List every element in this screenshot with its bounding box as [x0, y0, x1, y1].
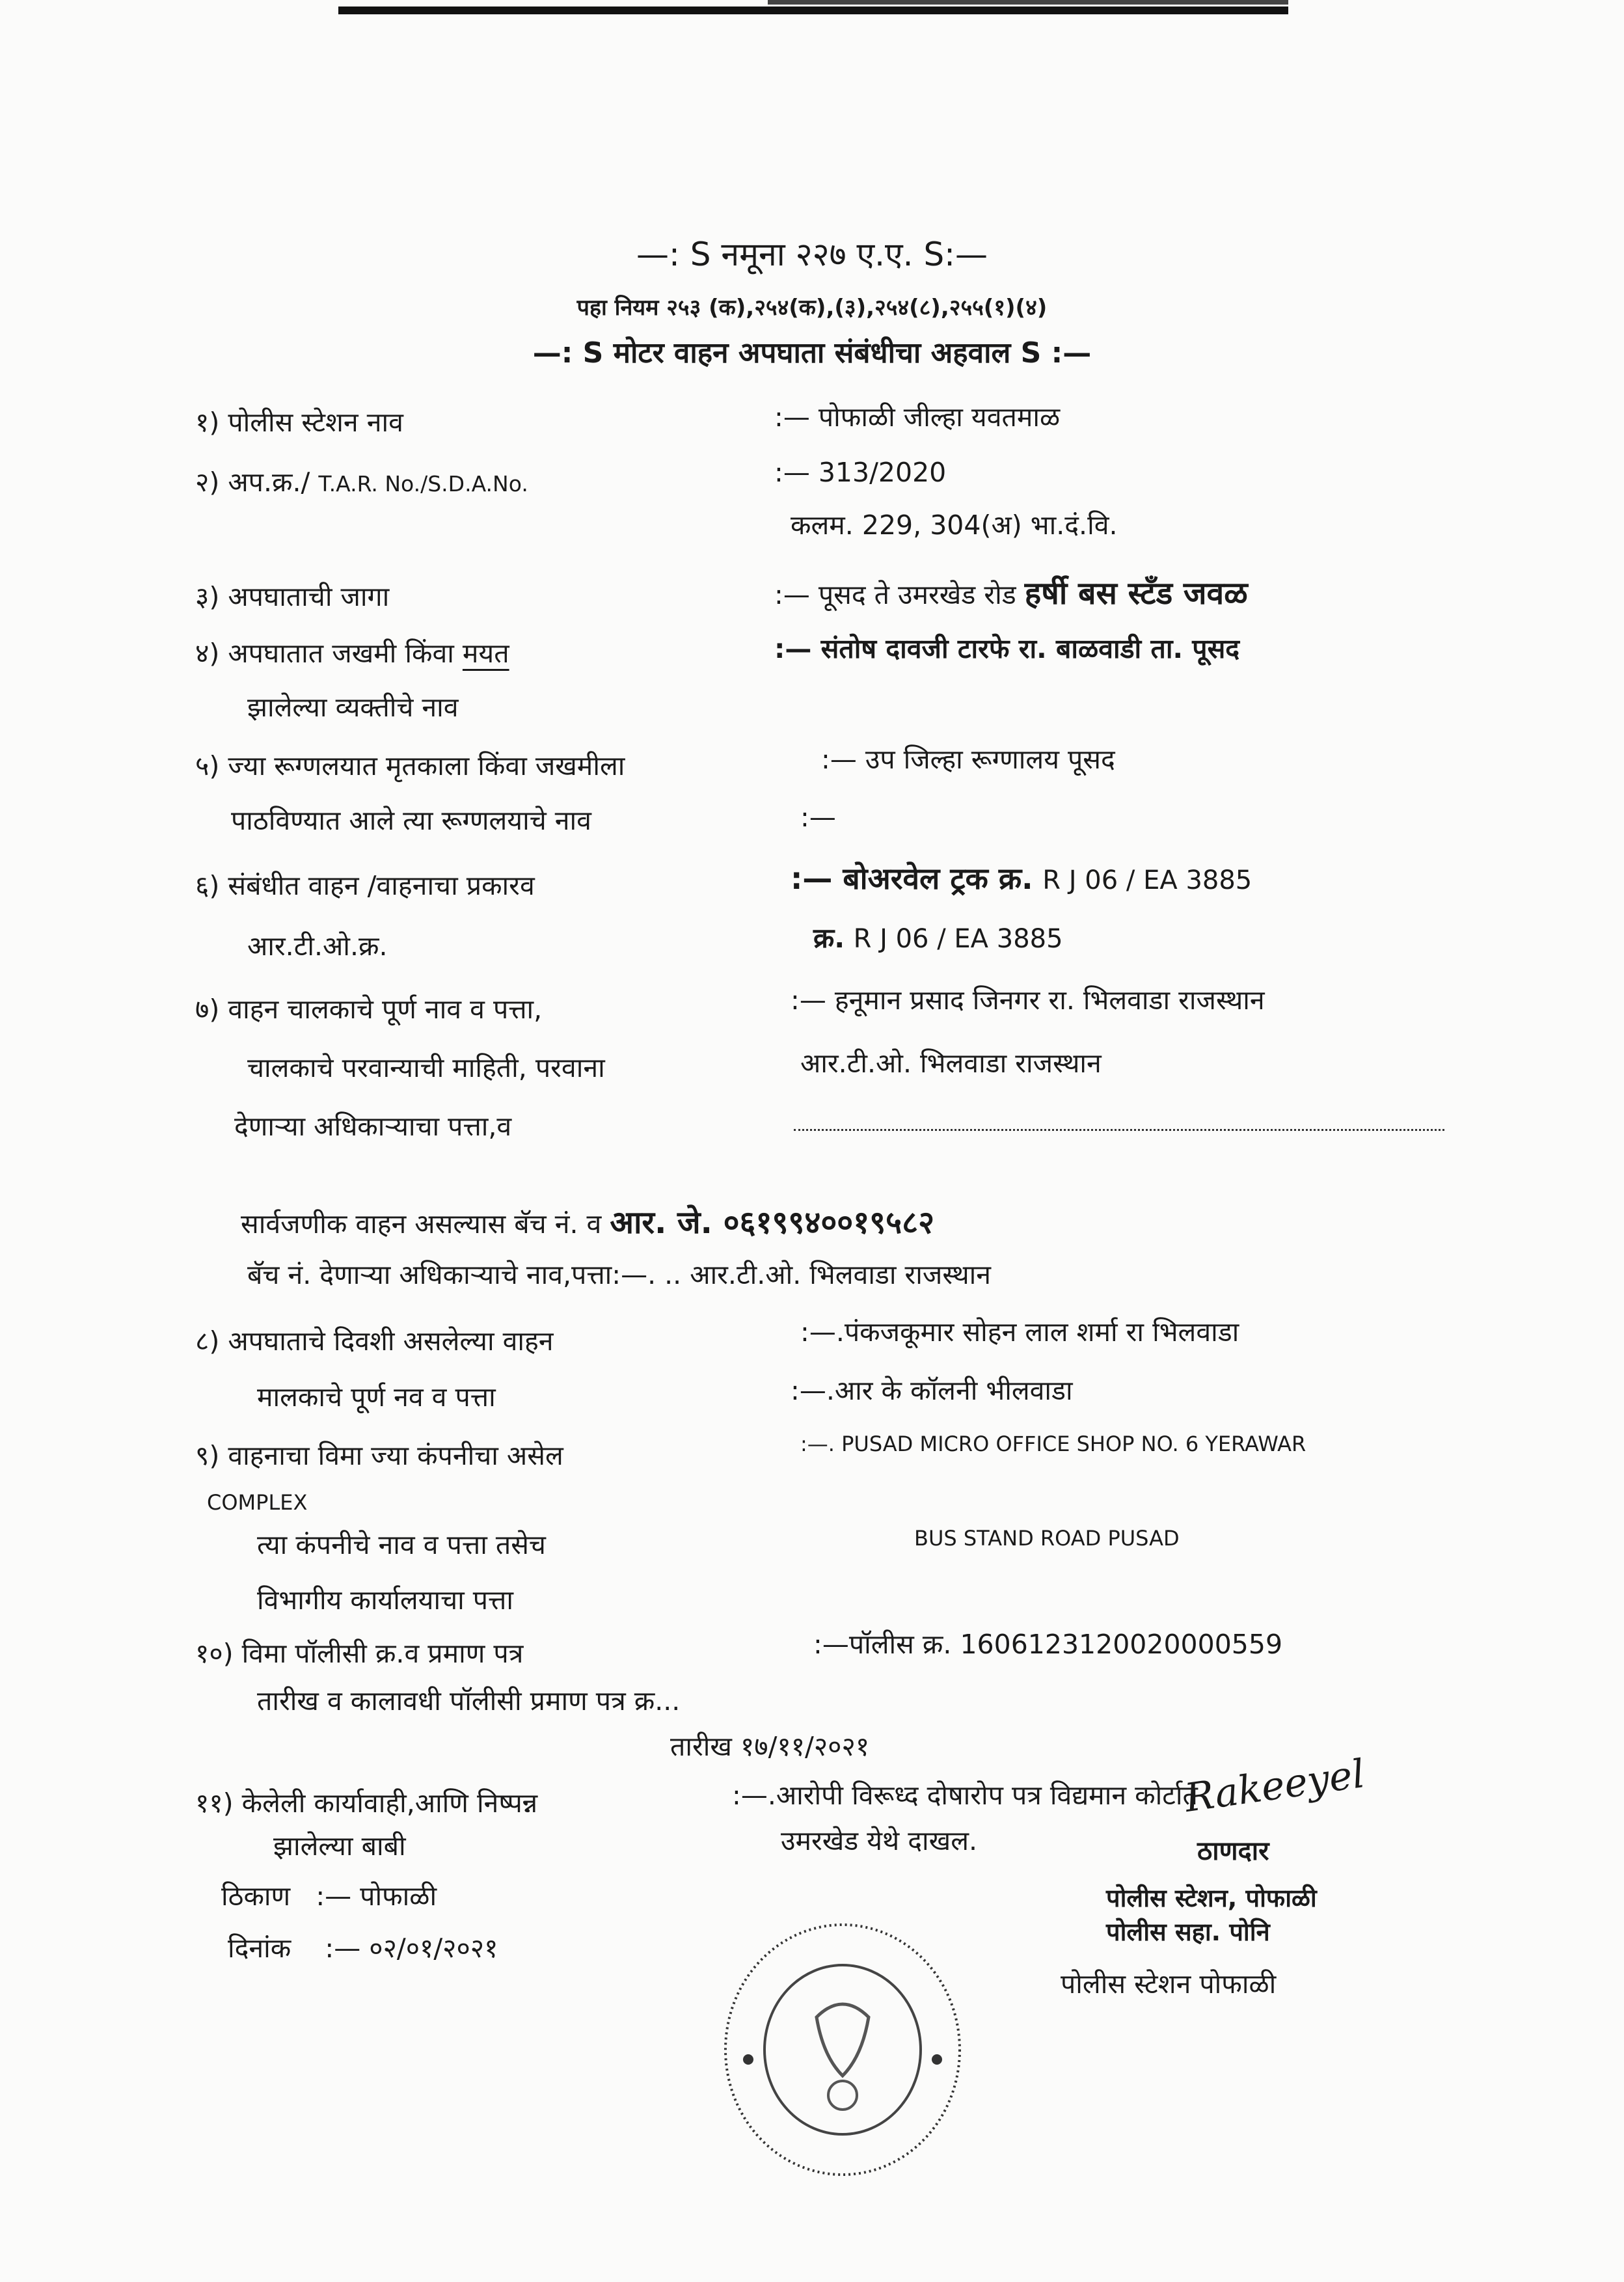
form-subject: —: S मोटर वाहन अपघाता संबंधीचा अहवाल S :— — [532, 336, 1092, 370]
police-seal — [719, 1920, 966, 2180]
row2-value2: कलम. 229, 304(अ) भा.दं.वि. — [791, 509, 1118, 541]
row9-value2: BUS STAND ROAD PUSAD — [914, 1526, 1180, 1551]
form-title: —: S नमूना २२७ ए.ए. S:— — [636, 236, 988, 273]
row4-label — [195, 634, 509, 671]
row7-label: ७) वाहन चालकाचे पूर्ण नाव व पत्ता, — [195, 994, 543, 1025]
place-label: ठिकाण — [221, 1881, 291, 1912]
row4-label-underlined: मयत — [462, 638, 509, 669]
row5-value2: :— — [800, 802, 836, 833]
handwritten-signature: Rakeeyel — [1182, 1750, 1368, 1822]
row10-value2: तारीख १७/११/२०२१ — [670, 1731, 870, 1762]
row3-value-main: :— पूसद ते उमरखेड रोड — [774, 579, 1016, 610]
row2-label-mr: २) अप.क्र./ — [195, 467, 310, 498]
top-scan-border — [338, 7, 1288, 14]
row11-label: ११) केलेली कार्यावाही,आणि निष्पन्न — [195, 1787, 538, 1819]
row8-label: ८) अपघाताचे दिवशी असलेल्या वाहन — [195, 1325, 554, 1357]
stamp-line1: पोलीस स्टेशन, पोफाळी — [1106, 1884, 1317, 1912]
row10-label: १०) विमा पॉलीसी क्र.व प्रमाण पत्र — [195, 1638, 524, 1669]
row1-value: :— पोफाळी जील्हा यवतमाळ — [774, 401, 1061, 433]
row10-value: :—पॉलीस क्र. 1606123120020000559 — [813, 1629, 1283, 1660]
row6-label: ६) संबंधीत वाहन /वाहनाचा प्रकारव — [195, 870, 535, 901]
row3-value-bold: हर्षी बस स्टँड जवळ — [1024, 575, 1248, 612]
badge-value: आर. जे. ०६१९९४००१९५८२ — [610, 1204, 935, 1241]
form-rule-reference: पहा नियम २५३ (क),२५४(क),(३),२५४(८),२५५(१)(४) — [576, 295, 1048, 321]
row7-label3: देणाऱ्या अधिकाऱ्याचा पत्ता,व — [234, 1111, 512, 1142]
row9-label2: त्या कंपनीचे नाव व पत्ता तसेच — [257, 1529, 546, 1560]
row7-value2: आर.टी.ओ. भिलवाडा राजस्थान — [800, 1048, 1102, 1079]
date-value: :— ०२/०१/२०२१ — [325, 1933, 498, 1964]
row6-value-mr: :— बोअरवेल ट्रक क्र. — [791, 861, 1033, 896]
row9-value-cont: COMPLEX — [207, 1490, 308, 1515]
row9-value — [800, 1432, 1306, 1456]
row8-value: :—.पंकजकूमार सोहन लाल शर्मा रा भिलवाडा — [800, 1316, 1239, 1348]
row11-value2: उमरखेड येथे दाखल. — [781, 1825, 978, 1856]
row11-label2: झालेल्या बाबी — [273, 1830, 406, 1862]
row5-value: :— उप जिल्हा रूग्णालय पूसद — [821, 744, 1115, 775]
row6-value — [791, 858, 1252, 898]
signatory-title: ठाणदार — [1197, 1836, 1269, 1866]
date-line — [228, 1929, 498, 1966]
row9-label: ९) वाहनाचा विमा ज्या कंपनीचा असेल — [195, 1440, 563, 1471]
row7-dotted-line — [794, 1129, 1444, 1131]
row5-label: ५) ज्या रूग्णलयात मृतकाला किंवा जखमीला — [195, 750, 625, 781]
row8-value2: :—.आर के कॉलनी भीलवाडा — [791, 1375, 1073, 1406]
row4-label2: झालेल्या व्यक्तीचे नाव — [247, 692, 459, 723]
row2-label — [195, 463, 528, 500]
station-name: पोलीस स्टेशन पोफाळी — [1061, 1968, 1277, 2000]
row5-label2: पाठविण्यात आले त्या रूग्णलयाचे नाव — [231, 805, 591, 836]
row10-label2: तारीख व कालावधी पॉलीसी प्रमाण पत्र क्र... — [257, 1685, 681, 1717]
date-label: दिनांक — [228, 1933, 291, 1964]
row4-value: :— संतोष दावजी टारफे रा. बाळवाडी ता. पूसद — [774, 633, 1240, 664]
top-scan-border-2 — [768, 0, 1288, 5]
badge-label-text: सार्वजणीक वाहन असल्यास बॅच नं. व — [241, 1208, 602, 1240]
place-line — [221, 1877, 437, 1914]
row9-value-prefix: :—. — [800, 1432, 835, 1456]
row3-label: ३) अपघाताची जागा — [195, 581, 390, 612]
row9-label3: विभागीय कार्यालयाचा पत्ता — [257, 1584, 513, 1616]
row7-value: :— हनूमान प्रसाद जिनगर रा. भिलवाडा राजस्थान — [791, 985, 1265, 1016]
row1-label: १) पोलीस स्टेशन नाव — [195, 407, 403, 438]
row9-value-text: PUSAD MICRO OFFICE SHOP NO. 6 YERAWAR — [841, 1432, 1306, 1456]
stamp-line2: पोलीस सहा. पोनि — [1106, 1918, 1270, 1946]
badge-label2: बॅच नं. देणाऱ्या अधिकाऱ्याचे नाव,पत्ता:—. .. आर.टी.ओ. भिलवाडा राजस्थान — [247, 1259, 992, 1290]
place-value: :— पोफाळी — [316, 1881, 437, 1912]
row6-label2: आर.टी.ओ.क्र. — [247, 930, 388, 962]
row6-value-en: R J 06 / EA 3885 — [1042, 865, 1252, 895]
row4-label-main: ४) अपघातात जखमी किंवा — [195, 638, 454, 669]
row6-value2-mr: क्र. — [813, 922, 845, 954]
row2-value: :— 313/2020 — [774, 457, 947, 488]
row7-label2: चालकाचे परवान्याची माहिती, परवाना — [247, 1052, 605, 1083]
row11-value: :—.आरोपी विरूध्द दोषारोप पत्र विद्यमान कोर्टात — [732, 1780, 1198, 1811]
row8-label2: मालकाचे पूर्ण नव व पत्ता — [257, 1381, 496, 1413]
badge-label — [241, 1201, 934, 1243]
row2-label-en: T.A.R. No./S.D.A.No. — [318, 471, 528, 496]
row6-value2-en: R J 06 / EA 3885 — [853, 924, 1063, 954]
row3-value — [774, 571, 1248, 614]
row6-value2 — [813, 919, 1063, 956]
